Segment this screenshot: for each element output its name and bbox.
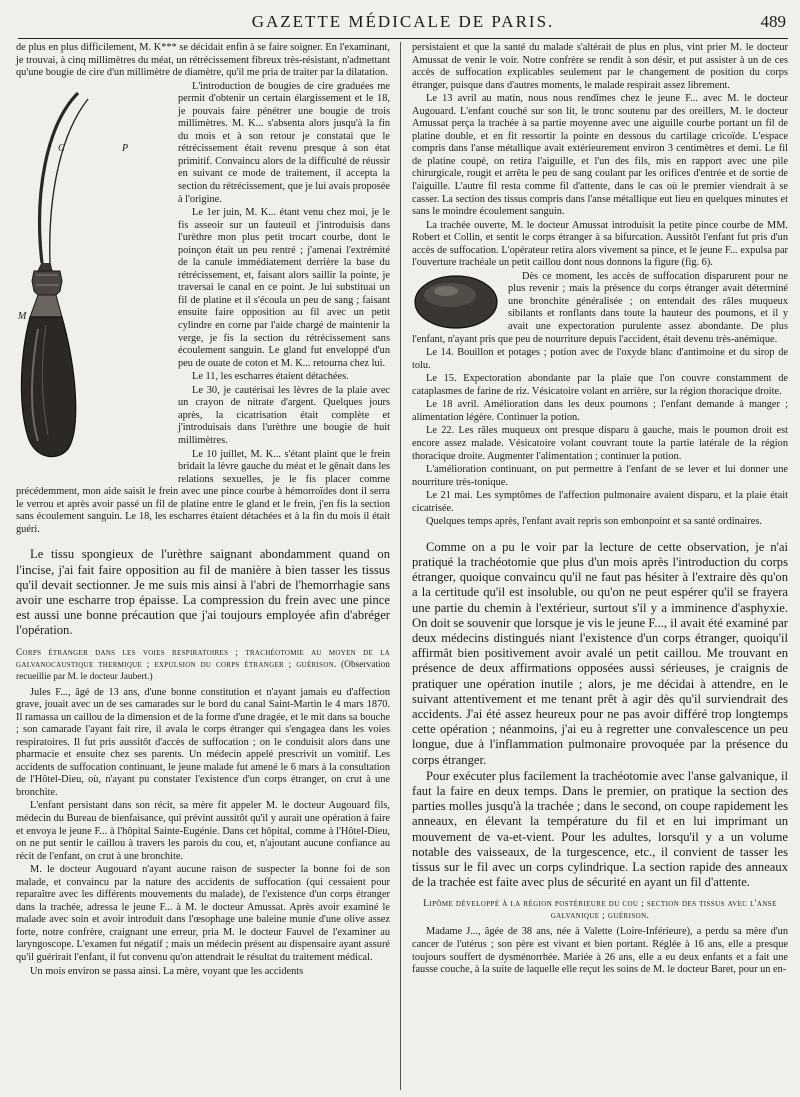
paragraph: Le 22. Les râles muqueux ont presque disparu à gauche, mais le poumon droit est encore assez malade. Vésicatoire volant couvrant toute la partie latérale de la région thoracique droite. Augmenter l'alimentation ; continuer la potion. <box>412 425 788 462</box>
page-header <box>18 12 788 39</box>
paragraph: Madame J..., âgée de 38 ans, née à Valette (Loire-Inférieure), a perdu sa mère d'un cancer de l'utérus ; son père est vivant et bien portant. Réglée à 16 ans, elle a presque toujours souffert de dysménorrhée. Mariée à 26 ans, elle a eu deux enfants et a fait une fausse couche, à la suite de laquelle elle reçut les soins de M. le docteur Baret, pour un en- <box>412 926 788 976</box>
curved-trocar-illustration <box>16 85 168 477</box>
paragraph: Le 1er juin, M. K... étant venu chez moi, je le fis asseoir sur un fauteuil et j'introduisis dans l'urèthre mon plus petit trocart courbe, dont le poinçon était un peu rentré ; j'amenai l'extrémité de la canule immédiatement derrière la base du rétrécissement, et, faisant alors saillir la pointe, je traversai le canal en ce point. Je lui substituai un fil de platine et il s'écoula un peu de sang ; faisant ensuite faire opposition au fil avec un petit cylindre en corne par l'aide chargé de maintenir la verge, je fis la section du rétrécissement sans écoulement sanguin. Le gland fut enveloppé d'un peu de ouate de coton et M. K... retourna chez lui. <box>178 207 390 369</box>
left-column <box>16 42 390 979</box>
section-heading-title: Corps étranger dans les voies respiratoires ; trachéotomie au moyen de la galvanocaustique thermique ; expulsion du corps étranger ; guérison. <box>16 647 390 670</box>
paragraph: Pour exécuter plus facilement la trachéotomie avec l'anse galvanique, il faut la faire en deux temps. Dans le premier, on pratique la section des parties molles jusqu'à la trachée ; dans le second, on coupe rapidement les anneaux, en élevant la température du fil et en lui imprimant un mouvement de va-et-vient. Pour les adultes, lorsqu'il y a un volume notable des vaisseaux, de la turgescence, etc., il convient de tasser les tissus sur le fil avec un corps cylindrique. La section rapide des anneaux de la trachée est faite avec plus de sécurité en ayant un fil d'attente. <box>412 768 788 890</box>
column-divider <box>400 42 401 1090</box>
surgical-instrument-figure <box>16 85 168 477</box>
paragraph: Jules F..., âgé de 13 ans, d'une bonne constitution et n'ayant jamais eu d'affection grave, jouait avec un de ses camarades sur le bord du canal Saint-Martin le 4 mars 1870. Il ramassa un caillou de la dimension et de la forme d'une dragée, et le mit dans sa bouche ; son camarade l'ayant fait rire, il avala le corps étranger qui s'engagea dans les voies respiratoires. Il fut pris aussitôt d'accès de suffocation ; on le conduisit alors dans une pharmacie et ensuite chez ses parents. Un médecin appelé prescrivit un vomitif. Les accidents de suffocation continuant, le jeune malade fut amené le 6 mars à la consultation de l'Hôtel-Dieu, où, n'ayant pu constater l'existence d'un corps étranger, on crut à une bronchite. <box>16 686 390 798</box>
paragraph: L'enfant persistant dans son récit, sa mère fit appeler M. le docteur Augouard fils, médecin du Bureau de bienfaisance, qui prévint aussitôt qu'il y aurait une opération à faire et envoya le jeune F... à l'hôpital Sainte-Eugénie. Dans cet hôpital, comme à l'Hôtel-Dieu, on ne put sentir le caillou à travers les parois du cou, et, n'ajoutant aucune confiance au récit de l'enfant, on crut à une bronchite. <box>16 800 390 862</box>
paragraph: L'amélioration continuant, on put permettre à l'enfant de se lever et lui donner une nourriture très-tonique. <box>412 464 788 488</box>
pebble-figure <box>412 273 500 331</box>
paragraph: persistaient et que la santé du malade s'altérait de plus en plus, vint prier M. le docteur Amussat de venir le voir. Notre confrère se rendit à son désir, et put assister à un de ces accès de suffocation explicables seulement par le changement de position du corps étranger, puisque dans d'autres moments, le malade respirait assez librement. <box>412 42 788 91</box>
paragraph: de plus en plus difficilement, M. K*** se décidait enfin à se faire soigner. En l'examinant, je trouvai, à cinq millimètres du méat, un rétrécissement fibreux très-résistant, n'admettant qu'une bougie de cire d'un millimètre de diamètre, qu'il me pria de traiter par la dilatation. <box>16 42 390 79</box>
paragraph: Le 30, je cautérisai les lèvres de la plaie avec un crayon de nitrate d'argent. Quelques jours après, la cicatrisation était complète et j'introduisais dans l'urèthre une bougie de huit millimètres. <box>178 384 390 446</box>
section-heading <box>16 647 390 683</box>
paragraph: Dès ce moment, les accès de suffocation disparurent pour ne plus revenir ; mais la présence du corps étranger avait déterminé une bronchite généralisée ; on entendait des râles muqueux sibilants et ronflants dans toute la hauteur des poumons, et il y avait une expectoration purulente assez abondante. De plus l'enfant, n'ayant pris que peu de nourriture depuis l'accident, était devenu très-anémique. <box>412 270 788 345</box>
paragraph: Le 18 avril. Amélioration dans les deux poumons ; l'enfant demande à manger ; alimentation légère. Continuer la potion. <box>412 399 788 423</box>
paragraph: Un mois environ se passa ainsi. La mère, voyant que les accidents <box>30 965 304 977</box>
paragraph: Le 15. Expectoration abondante par la plaie que l'on couvre constamment de cataplasmes de farine de riz. Vésicatoire volant en arrière, sur la région thoracique droite. <box>412 373 788 397</box>
figure-label-p: P <box>122 142 129 154</box>
paragraph: Le 14. Bouillon et potages ; potion avec de l'oxyde blanc d'antimoine et du sirop de tolu. <box>412 347 788 371</box>
paragraph: M. le docteur Augouard n'ayant aucune raison de suspecter la bonne foi de son malade, et convaincu par la nature des accidents de suffocation (qui cessaient pour reparaître avec les différents mouvements du malade), de l'existence d'un corps étranger dans la trachée, adressa le jeune F... à M. le docteur Amussat. Après avoir examiné le malade avec soin et avoir introduit dans l'œsophage une baleine munie d'une olive assez forte, notre confrère, craignant une erreur, pria M. le docteur Fauvel de l'examiner au laryngoscope. L'examen fut négatif ; mais un médecin présent au dispensaire ayant assuré qu'il guérirait l'enfant, il fut convenu qu'on attendrait le résultat du traitement médical. <box>16 864 390 964</box>
section-heading: Lipôme développé à la région postérieure du cou ; section des tissus avec l'anse galvanique ; guérison. <box>423 899 777 922</box>
page-number: 489 <box>760 12 786 31</box>
paragraph: Le 10 juillet, M. K... s'étant plaint que le frein bridait la lèvre gauche du méat et le gênait dans les relations sexuelles, je le fis placer comme précédemment, mon aide saisit le frein avec une pince courbe à hémorroïdes dont il serra le verrou et après avoir passé un fil de platine entre le gland et le frein, j'en fis la section sans écoulement sanguin. Le 18, les escharres étaient détachées et à la fin du mois il était guéri. <box>16 448 390 535</box>
paragraph: Le 13 avril au matin, nous nous rendîmes chez le jeune F... avec M. le docteur Augouard. L'enfant couché sur son lit, le tronc soutenu par des oreillers, M. le docteur Amussat perça la trachée à sa partie moyenne avec une aiguille courbe portant un fil de platine double, et en fit ressortir la pointe en dessous du cartilage cricoïde. L'espace compris dans l'anse métallique avait extérieurement environ 3 centimètres et demi. Le fil de platine coupé, on retira l'aiguille, et l'un des fils, mis en rapport avec une pile chirurgicale, rougit et arrêta le peu de sang coulant par les orifices d'entrée et de sortie de l'aiguille. L'autre fil resta comme fil d'attente, dans le cas où le premier viendrait à se casser. La section des tissus compris dans l'anse métallique eut lieu en quelques minutes et sans le moindre écoulement sanguin. <box>412 93 788 218</box>
paragraph: Le tissu spongieux de l'urèthre saignant abondamment quand on l'incise, j'ai fait faire opposition au fil de manière à bien tasser les tissus qu'il devait sectionner. Je me suis mis ainsi à l'abri de l'hemorrhagie sans avoir une escharre trop épaisse. La compression du frein avec une pince est aussi une bonne précaution que j'ai toujours employée afin d'abréger l'opération. <box>16 547 390 638</box>
journal-title: GAZETTE MÉDICALE DE PARIS. <box>251 12 555 31</box>
paragraph: Le 11, les escharres étaient détachées. <box>192 371 349 383</box>
figure-label-c: C <box>58 142 65 154</box>
paragraph: La trachée ouverte, M. le docteur Amussat introduisit la petite pince courbe de MM. Robert et Collin, et sentit le corps étranger à sa bifurcation. Aussitôt l'enfant fut pris d'un accès de suffocation. L'opérateur retira alors vivement sa pince, et le jeune F... expulsa par l'ouverture trachéale un petit caillou dont nous donnons la figure (fig. 6). <box>412 219 788 269</box>
section-heading-note: (Observation recueillie par M. le docteur Jaubert.) <box>16 659 390 682</box>
paragraph: Le 21 mai. Les symptômes de l'affection pulmonaire avaient disparu, et la plaie était cicatrisée. <box>412 490 788 514</box>
right-column <box>412 42 788 978</box>
foreign-body-pebble-illustration <box>412 273 500 331</box>
paragraph: Quelques temps après, l'enfant avait repris son embonpoint et sa santé ordinaires. <box>426 516 762 528</box>
figure-label-m: M <box>18 310 27 322</box>
paragraph: Comme on a pu le voir par la lecture de cette observation, je n'ai pratiqué la trachéotomie que plus d'un mois après l'introduction du corps étranger, quoique convaincu qu'il ne faut pas hésiter à l'extraire dès qu'on a la certitude qu'il est insoluble, ou qu'on ne peut espérer qu'il se frayera une partie du chemin à l'extérieur, surtout s'il y a imminence d'asphyxie. On doit se souvenir que lorsque je vis le jeune F..., il avait été examiné par deux médecins distingués niant l'existence d'un corps étranger, quoiqu'il affirmât bien positivement avoir avalé un petit caillou. Me trouvant en présence de deux affirmations opposées aussi sérieuses, je craignis de pratiquer une opération inutile ; alors, je me décidai à attendre, en le suivant attentivement et me tenant prêt à agir dès qu'il surviendrait des accidents. J'ai été assez heureux pour ne pas avoir différé trop longtemps cette opération ; néanmoins, j'ai eu à regretter une convalescence un peu longue, due à l'inflammation pulmonaire provoquée par la présence du corps étranger. <box>412 539 788 767</box>
paragraph: L'introduction de bougies de cire graduées me permit d'obtenir un certain élargissement et le 18, je pouvais faire pénétrer une bougie de trois millimètres. M. K... s'absenta alors jusqu'à la fin du mois et à son retour je constatai que le rétrécissement était revenu presque à son état primitif. Convaincu alors de la difficulté de réussir en suivant ce mode de traitement, il accepta la section du rétrécissement, que je lui avais proposée à l'origine. <box>178 80 390 205</box>
